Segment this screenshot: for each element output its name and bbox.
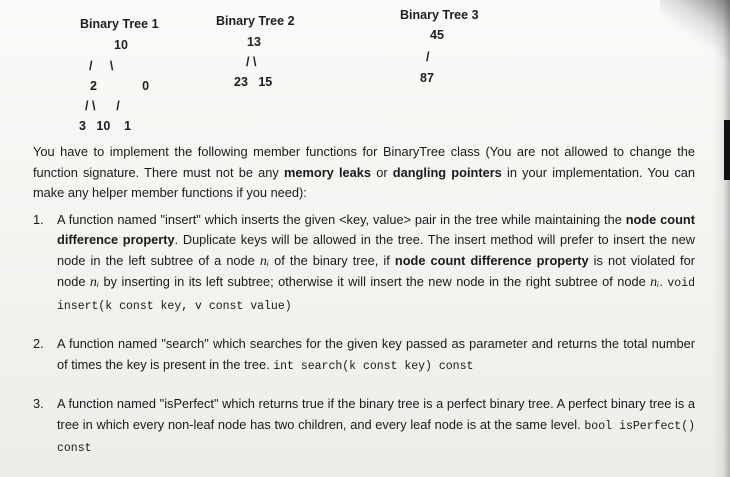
intro-bold: memory leaks bbox=[284, 164, 372, 180]
tree-line: 87 bbox=[420, 71, 434, 85]
list-item-insert bbox=[33, 210, 695, 318]
binding-mark bbox=[724, 120, 730, 180]
function-list bbox=[33, 210, 695, 460]
function-signature: int search(k const key) const bbox=[273, 359, 474, 373]
tree-line: 23 15 bbox=[234, 75, 273, 89]
function-signature: void insert(k const key, v const value) bbox=[57, 277, 695, 313]
tree-line: / \ bbox=[89, 59, 114, 73]
item-text: . Duplicate keys will be allowed in the tree. The insert method will prefer to insert the new node in the left subtree of a node bbox=[57, 232, 696, 268]
item-text: . bbox=[659, 274, 668, 289]
intro-paragraph bbox=[33, 142, 695, 204]
tree-title: Binary Tree 3 bbox=[400, 8, 479, 22]
list-item-isperfect bbox=[33, 394, 695, 460]
item-text: A function named "search" which searches for the given key passed as parameter and returns the total number of times the key is present in the tree. bbox=[57, 336, 695, 372]
intro-bold: dangling pointers bbox=[392, 164, 502, 180]
item-text: is not violated for node bbox=[57, 252, 695, 289]
math-symbol: nᵢ bbox=[89, 275, 100, 290]
assignment-text bbox=[33, 142, 695, 460]
item-text: by inserting in its left subtree; otherwise it will insert the new node in the right subtree of node bbox=[99, 274, 651, 289]
list-item-search bbox=[33, 334, 695, 377]
math-symbol: nᵢ bbox=[259, 253, 270, 269]
tree-line: 2 0 bbox=[90, 79, 150, 93]
item-text: A function named "insert" which inserts the given <key, value> pair in the tree while maintaining the bbox=[57, 211, 626, 227]
tree-title: Binary Tree 2 bbox=[216, 14, 295, 28]
function-signature: bool isPerfect() const bbox=[57, 419, 695, 455]
math-symbol: nᵢ bbox=[650, 275, 660, 290]
tree-title: Binary Tree 1 bbox=[80, 17, 159, 31]
page-corner-curl bbox=[660, 0, 730, 60]
tree-line: 45 bbox=[430, 28, 444, 42]
tree-line: / \ / bbox=[85, 99, 120, 113]
list-number: 2. bbox=[33, 336, 44, 351]
item-text: of the binary tree, if bbox=[269, 252, 395, 268]
intro-text: or bbox=[371, 164, 393, 180]
list-number: 3. bbox=[33, 396, 44, 411]
page-edge-shadow bbox=[712, 0, 730, 477]
tree-line: 13 bbox=[247, 35, 261, 49]
tree-line: 10 bbox=[114, 38, 128, 52]
tree-line: 3 10 1 bbox=[79, 119, 132, 133]
item-text: A function named "isPerfect" which returns true if the binary tree is a perfect binary tree. A perfect binary tree is a tree in which every non-leaf node has two children, and every leaf node is at the same level. bbox=[57, 396, 695, 432]
list-number: 1. bbox=[33, 211, 44, 227]
tree-line: / \ bbox=[246, 55, 257, 69]
item-bold: node count difference property bbox=[57, 211, 696, 247]
tree-line: / bbox=[426, 50, 430, 64]
item-bold: node count difference property bbox=[394, 252, 589, 268]
intro-text: in your implementation. You can make any helper member functions if you need): bbox=[33, 164, 695, 200]
intro-text: You have to implement the following member functions for BinaryTree class (You are not allowed to change the function signature. There must not be any bbox=[33, 144, 695, 180]
